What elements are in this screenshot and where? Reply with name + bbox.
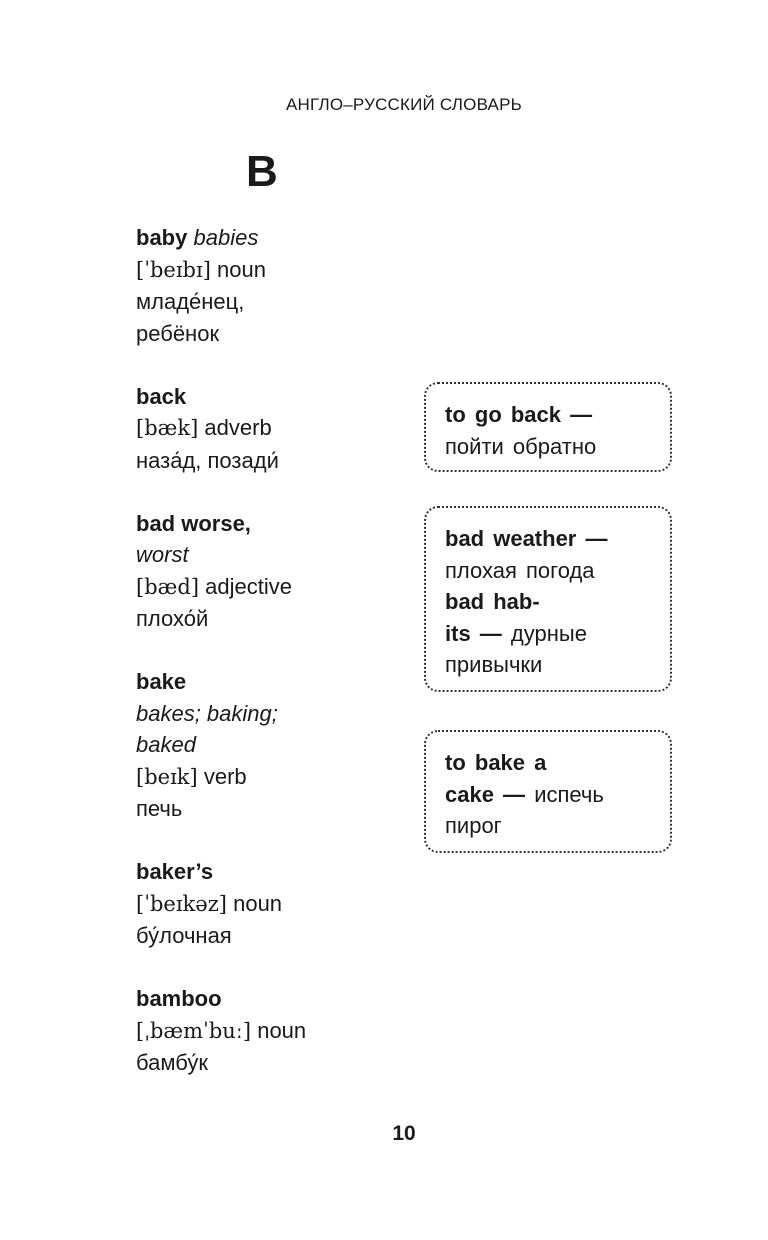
- word-forms: babies: [193, 225, 259, 250]
- part-of-speech: noun: [217, 256, 266, 282]
- entry-back: [136, 381, 406, 477]
- example-phrase: to go back —: [445, 402, 593, 427]
- translation: младе́нец,: [136, 289, 245, 314]
- example-meaning: дурные: [510, 620, 587, 646]
- example-phrase: bad hab-: [445, 589, 540, 614]
- word-forms: worst: [136, 542, 189, 567]
- transcription-line: [136, 254, 406, 287]
- example-box-bad: [424, 506, 672, 692]
- running-title: АНГЛО–РУССКИЙ СЛОВАРЬ: [286, 95, 522, 114]
- transcription: [ˌbæmˈbuː]: [136, 1018, 252, 1043]
- example-meaning: пирог: [445, 813, 502, 838]
- transcription: [beɪk]: [136, 764, 198, 789]
- example-meaning: испечь: [534, 781, 604, 807]
- example-meaning: привычки: [445, 652, 543, 677]
- transcription-line: [136, 888, 406, 921]
- word-forms: baked: [136, 732, 196, 757]
- translation: бамбу́к: [136, 1050, 208, 1075]
- part-of-speech: adverb: [204, 415, 272, 440]
- translation: бу́лочная: [136, 923, 232, 948]
- headword: baby: [136, 225, 188, 250]
- entry-baby: [136, 222, 406, 349]
- example-phrase: its —: [445, 620, 502, 646]
- headword: bad worse,: [136, 510, 251, 536]
- headword: bake: [136, 669, 187, 694]
- entry-bake: [136, 666, 406, 825]
- translation: ребёнок: [136, 320, 220, 346]
- transcription-line: [136, 1015, 406, 1048]
- entry-bamboo: [136, 983, 406, 1079]
- section-letter: B: [246, 147, 278, 196]
- word-forms: bakes; baking;: [136, 700, 278, 726]
- part-of-speech: verb: [203, 763, 247, 789]
- example-meaning: пойти обратно: [445, 433, 597, 459]
- entry-bad: [136, 508, 406, 635]
- example-box-bake: [424, 730, 672, 853]
- headword: back: [136, 383, 187, 409]
- part-of-speech: adjective: [205, 573, 292, 599]
- dictionary-entries: [136, 222, 406, 1079]
- transcription-line: [136, 571, 406, 604]
- transcription: [ˈbeɪbɪ]: [136, 257, 211, 282]
- example-box-back: [424, 382, 672, 472]
- transcription: [bæd]: [136, 574, 200, 599]
- example-meaning: плохая погода: [445, 557, 595, 583]
- example-phrase: cake —: [445, 781, 526, 807]
- headword: bamboo: [136, 986, 222, 1011]
- transcription-line: [136, 412, 406, 445]
- example-phrase: to bake a: [445, 750, 547, 775]
- entry-bakers: [136, 856, 406, 952]
- translation: наза́д, позади́: [136, 447, 279, 473]
- entry-heading-line: [136, 222, 406, 254]
- example-phrase: bad weather —: [445, 526, 608, 551]
- part-of-speech: noun: [257, 1017, 307, 1043]
- translation: плохо́й: [136, 606, 209, 631]
- part-of-speech: noun: [233, 890, 283, 916]
- headword: baker’s: [136, 859, 214, 884]
- translation: печь: [136, 796, 183, 821]
- transcription-line: [136, 761, 406, 794]
- transcription: [bæk]: [136, 416, 199, 440]
- transcription: [ˈbeɪkəz]: [136, 891, 227, 916]
- page-number: 10: [392, 1122, 416, 1145]
